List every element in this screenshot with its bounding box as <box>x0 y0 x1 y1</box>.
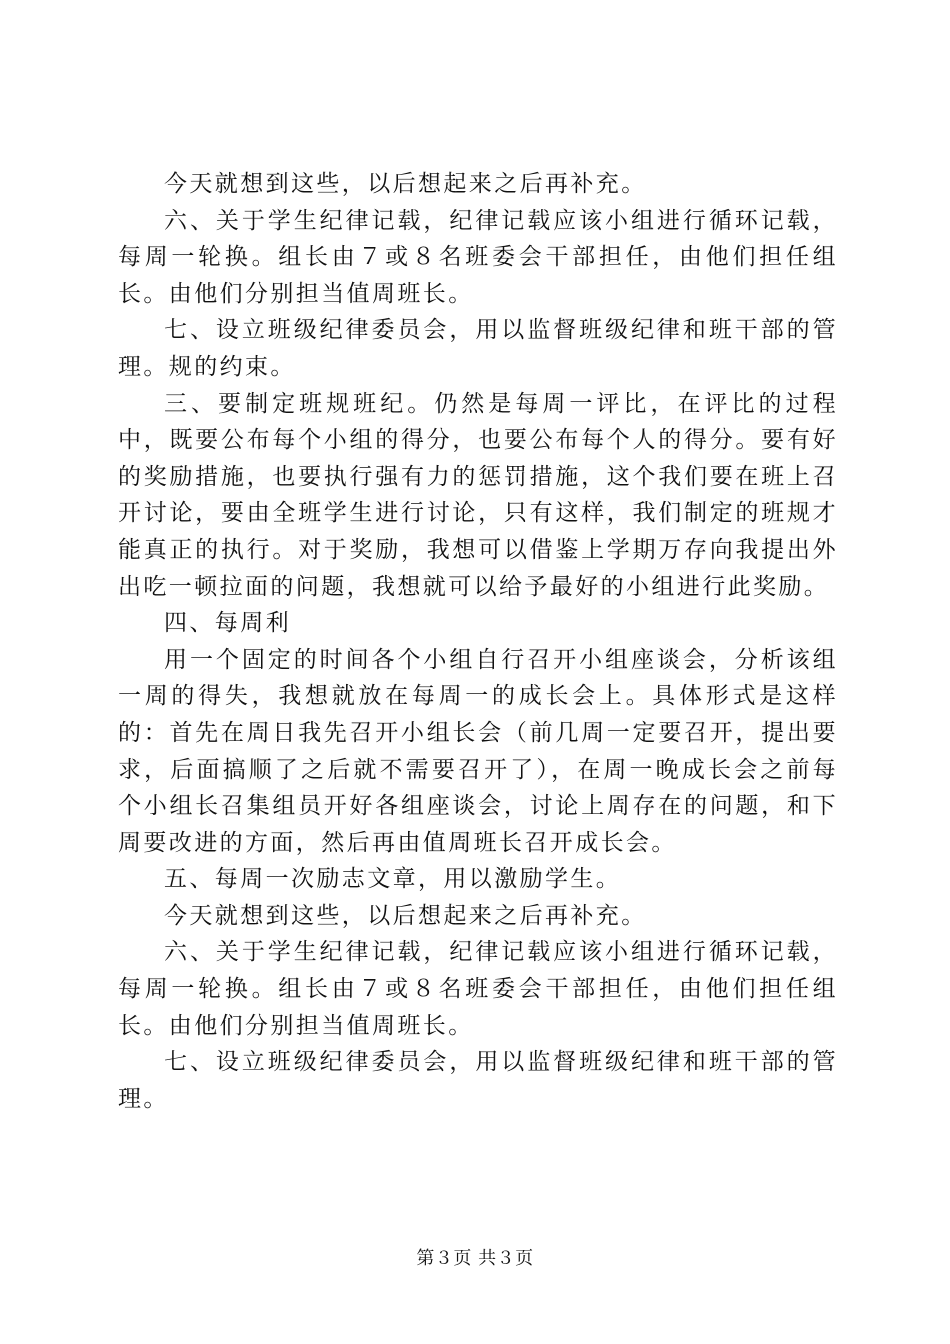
paragraph: 今天就想到这些，以后想起来之后再补充。 <box>164 902 647 929</box>
paragraph: 五、每周一次励志文章，用以激励学生。 <box>164 866 622 893</box>
paragraph: 六、关于学生纪律记载，纪律记载应该小组进行循环记载，每周一轮换。组长由７或８名班委会干部担任，由他们担任组长。由他们分别担当值周班长。 <box>118 207 838 307</box>
paragraph: 今天就想到这些，以后想起来之后再补充。 <box>164 171 647 197</box>
page-footer: 第３页 共３页 <box>416 1248 534 1269</box>
paragraph: 四、每周利 <box>164 610 291 637</box>
paragraph: 用一个固定的时间各个小组自行召开小组座谈会，分析该组一周的得失，我想就放在每周一的成长会上。具体形式是这样的：首先在周日我先召开小组长会（前几周一定要召开，提出要求，后面搞顺了之后就不需要召开了），在周一晚成长会之前每个小组长召集组员开好各组座谈会，讨论上周存在的问题，和下周要改进的方面，然后再由值周班长召开成长会。 <box>118 646 838 856</box>
paragraph: 七、设立班级纪律委员会，用以监督班级纪律和班干部的管理。 <box>118 1049 838 1112</box>
paragraph: 六、关于学生纪律记载，纪律记载应该小组进行循环记载，每周一轮换。组长由７或８名班委会干部担任，由他们担任组长。由他们分别担当值周班长。 <box>118 939 838 1039</box>
paragraph: 三、要制定班规班纪。仍然是每周一评比，在评比的过程中，既要公布每个小组的得分，也要公布每个人的得分。要有好的奖励措施，也要执行强有力的惩罚措施，这个我们要在班上召开讨论，要由全班学生进行讨论，只有这样，我们制定的班规才能真正的执行。对于奖励，我想可以借鉴上学期万存向我提出外出吃一顿拉面的问题，我想就可以给予最好的小组进行此奖励。 <box>118 390 838 600</box>
document-body <box>118 166 838 1117</box>
paragraph: 七、设立班级纪律委员会，用以监督班级纪律和班干部的管理。规的约束。 <box>118 317 838 380</box>
